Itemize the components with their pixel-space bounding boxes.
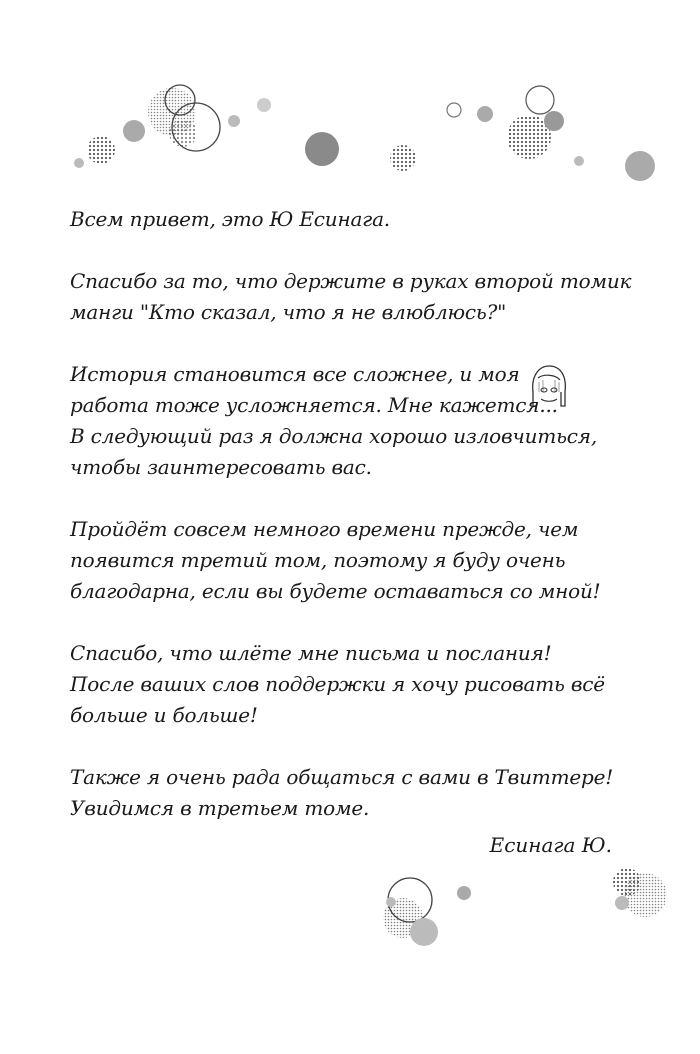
letter-line: Спасибо, что шлёте мне письма и послания! (70, 641, 552, 665)
letter-line: Спасибо за то, что держите в руках второй томик (70, 269, 632, 293)
letter-body (70, 204, 650, 855)
letter-line: благодарна, если вы будете оставаться со мной! (70, 579, 601, 603)
letter-paragraph-2 (70, 359, 650, 483)
bottom-circle-cluster (383, 868, 667, 946)
letter-line: манги "Кто сказал, что я не влюблюсь?" (70, 300, 507, 324)
letter-paragraph-1 (70, 266, 650, 328)
letter-line: Увидимся в третьем томе. (70, 796, 370, 820)
letter-line: появится третий том, поэтому я буду очень (70, 548, 566, 572)
letter-line: Пройдёт совсем немного времени прежде, чем (70, 517, 579, 541)
letter-line: Также я очень рада общаться с вами в Твиттере! (70, 765, 614, 789)
letter-greeting (70, 204, 650, 235)
letter-line: В следующий раз я должна хорошо изловчиться, (70, 424, 597, 448)
letter-line: работа тоже усложняется. Мне кажется... (70, 393, 558, 417)
letter-line: После ваших слов поддержки я хочу рисовать всё (70, 672, 605, 696)
letter-line: История становится все сложнее, и моя (70, 362, 520, 386)
letter-paragraph-5 (70, 762, 650, 824)
letter-line: чтобы заинтересовать вас. (70, 455, 372, 479)
letter-line: больше и больше! (70, 703, 258, 727)
letter-paragraph-4 (70, 638, 650, 731)
top-circle-cluster (74, 85, 655, 181)
letter-paragraph-3 (70, 514, 650, 607)
letter-line: Всем привет, это Ю Есинага. (70, 207, 390, 231)
letter-signature: Есинага Ю. (489, 833, 612, 857)
